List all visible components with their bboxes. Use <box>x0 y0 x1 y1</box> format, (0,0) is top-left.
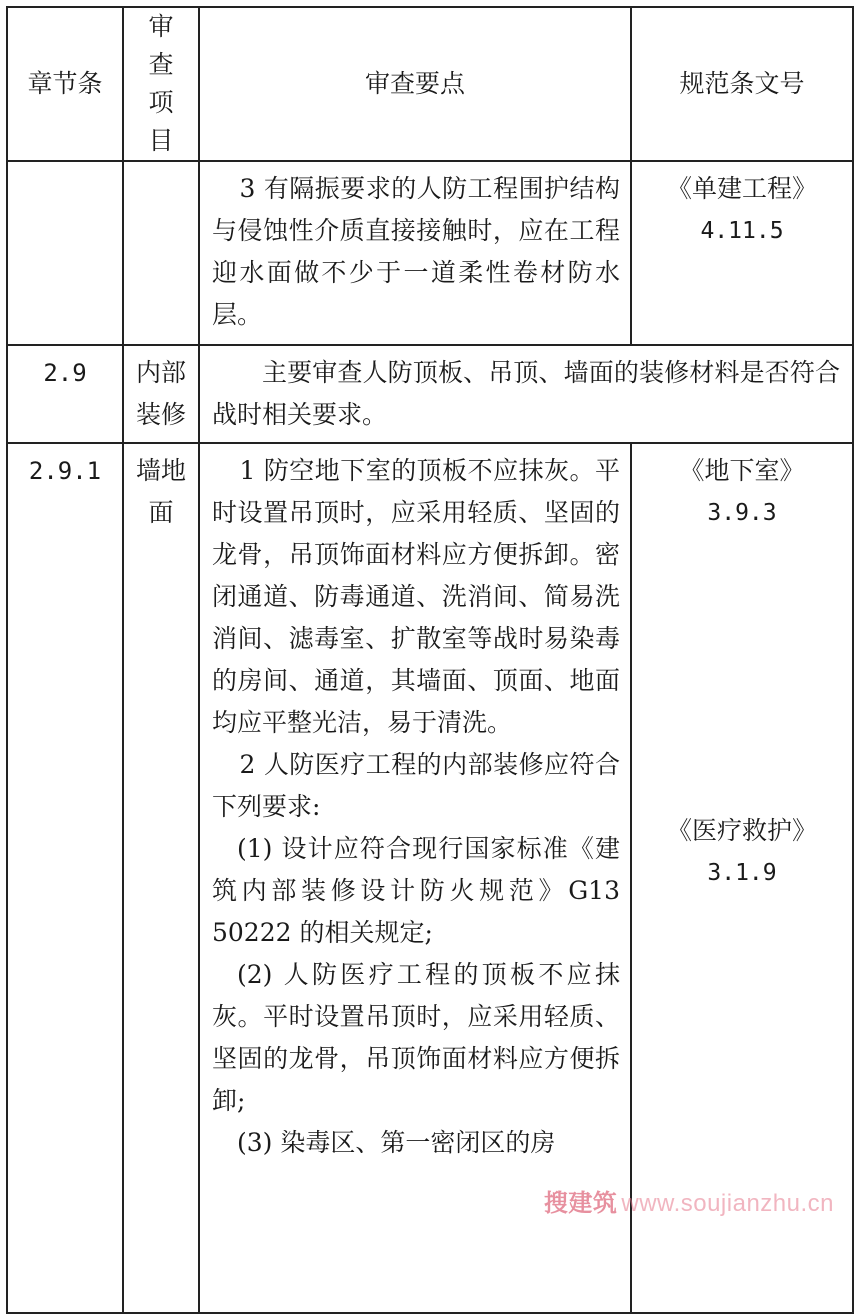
key-point-text: 主要审查人防顶板、吊顶、墙面的装修材料是否符合战时相关要求。 <box>212 358 840 429</box>
section-number <box>7 161 123 345</box>
review-item <box>123 161 199 345</box>
header-code-ref: 规范条文号 <box>631 7 853 161</box>
code-ref-cell <box>631 161 853 345</box>
key-point-paragraph-1: 1 防空地下室的顶板不应抹灰。平时设置吊顶时，应采用轻质、坚固的龙骨，吊顶饰面材料应方便拆卸。密闭通道、防毒通道、洗消间、简易洗消间、滤毒室、扩散室等战时易染毒的房间、通道，其墙面、顶面、地面均应平整光洁，易于清洗。 <box>212 456 620 737</box>
key-point-subitem-1: (1) 设计应符合现行国家标准《建筑内部装修设计防火规范》G13 50222 的相关规定; <box>212 834 620 947</box>
table-row <box>7 345 853 443</box>
key-point-paragraph-2: 2 人防医疗工程的内部装修应符合下列要求: <box>212 750 620 821</box>
table-header-row <box>7 7 853 161</box>
code-ref-number: 4.11.5 <box>700 218 784 244</box>
review-item: 墙地面 <box>123 443 199 1313</box>
key-point-cell <box>199 161 631 345</box>
key-point-text: 3 有隔振要求的人防工程围护结构与侵蚀性介质直接接触时，应在工程迎水面做不少于一道柔性卷材防水层。 <box>212 174 620 329</box>
code-ref-number: 3.9.3 <box>707 500 777 526</box>
header-key-points: 审查要点 <box>199 7 631 161</box>
code-ref-number: 3.1.9 <box>707 860 777 886</box>
key-point-subitem-3: (3) 染毒区、第一密闭区的房 <box>237 1128 556 1157</box>
watermark-brand: 搜建筑 <box>543 1190 618 1217</box>
key-point-cell <box>199 345 853 443</box>
header-section: 章节条 <box>7 7 123 161</box>
review-item: 内部装修 <box>123 345 199 443</box>
section-number: 2.9.1 <box>7 443 123 1313</box>
key-point-subitem-2: (2) 人防医疗工程的顶板不应抹灰。平时设置吊顶时，应采用轻质、坚固的龙骨，吊顶饰面材料应方便拆卸; <box>212 960 620 1115</box>
table-row <box>7 161 853 345</box>
header-item: 审查项目 <box>123 7 199 161</box>
ref-spacer <box>632 534 852 810</box>
code-ref-name: 《医疗救护》 <box>666 816 817 845</box>
watermark-url: www.soujianzhu.cn <box>621 1190 834 1217</box>
watermark <box>544 1183 834 1218</box>
code-ref-name: 《地下室》 <box>679 456 805 485</box>
review-table <box>6 6 854 1314</box>
code-ref-name: 《单建工程》 <box>666 174 817 203</box>
section-number: 2.9 <box>7 345 123 443</box>
